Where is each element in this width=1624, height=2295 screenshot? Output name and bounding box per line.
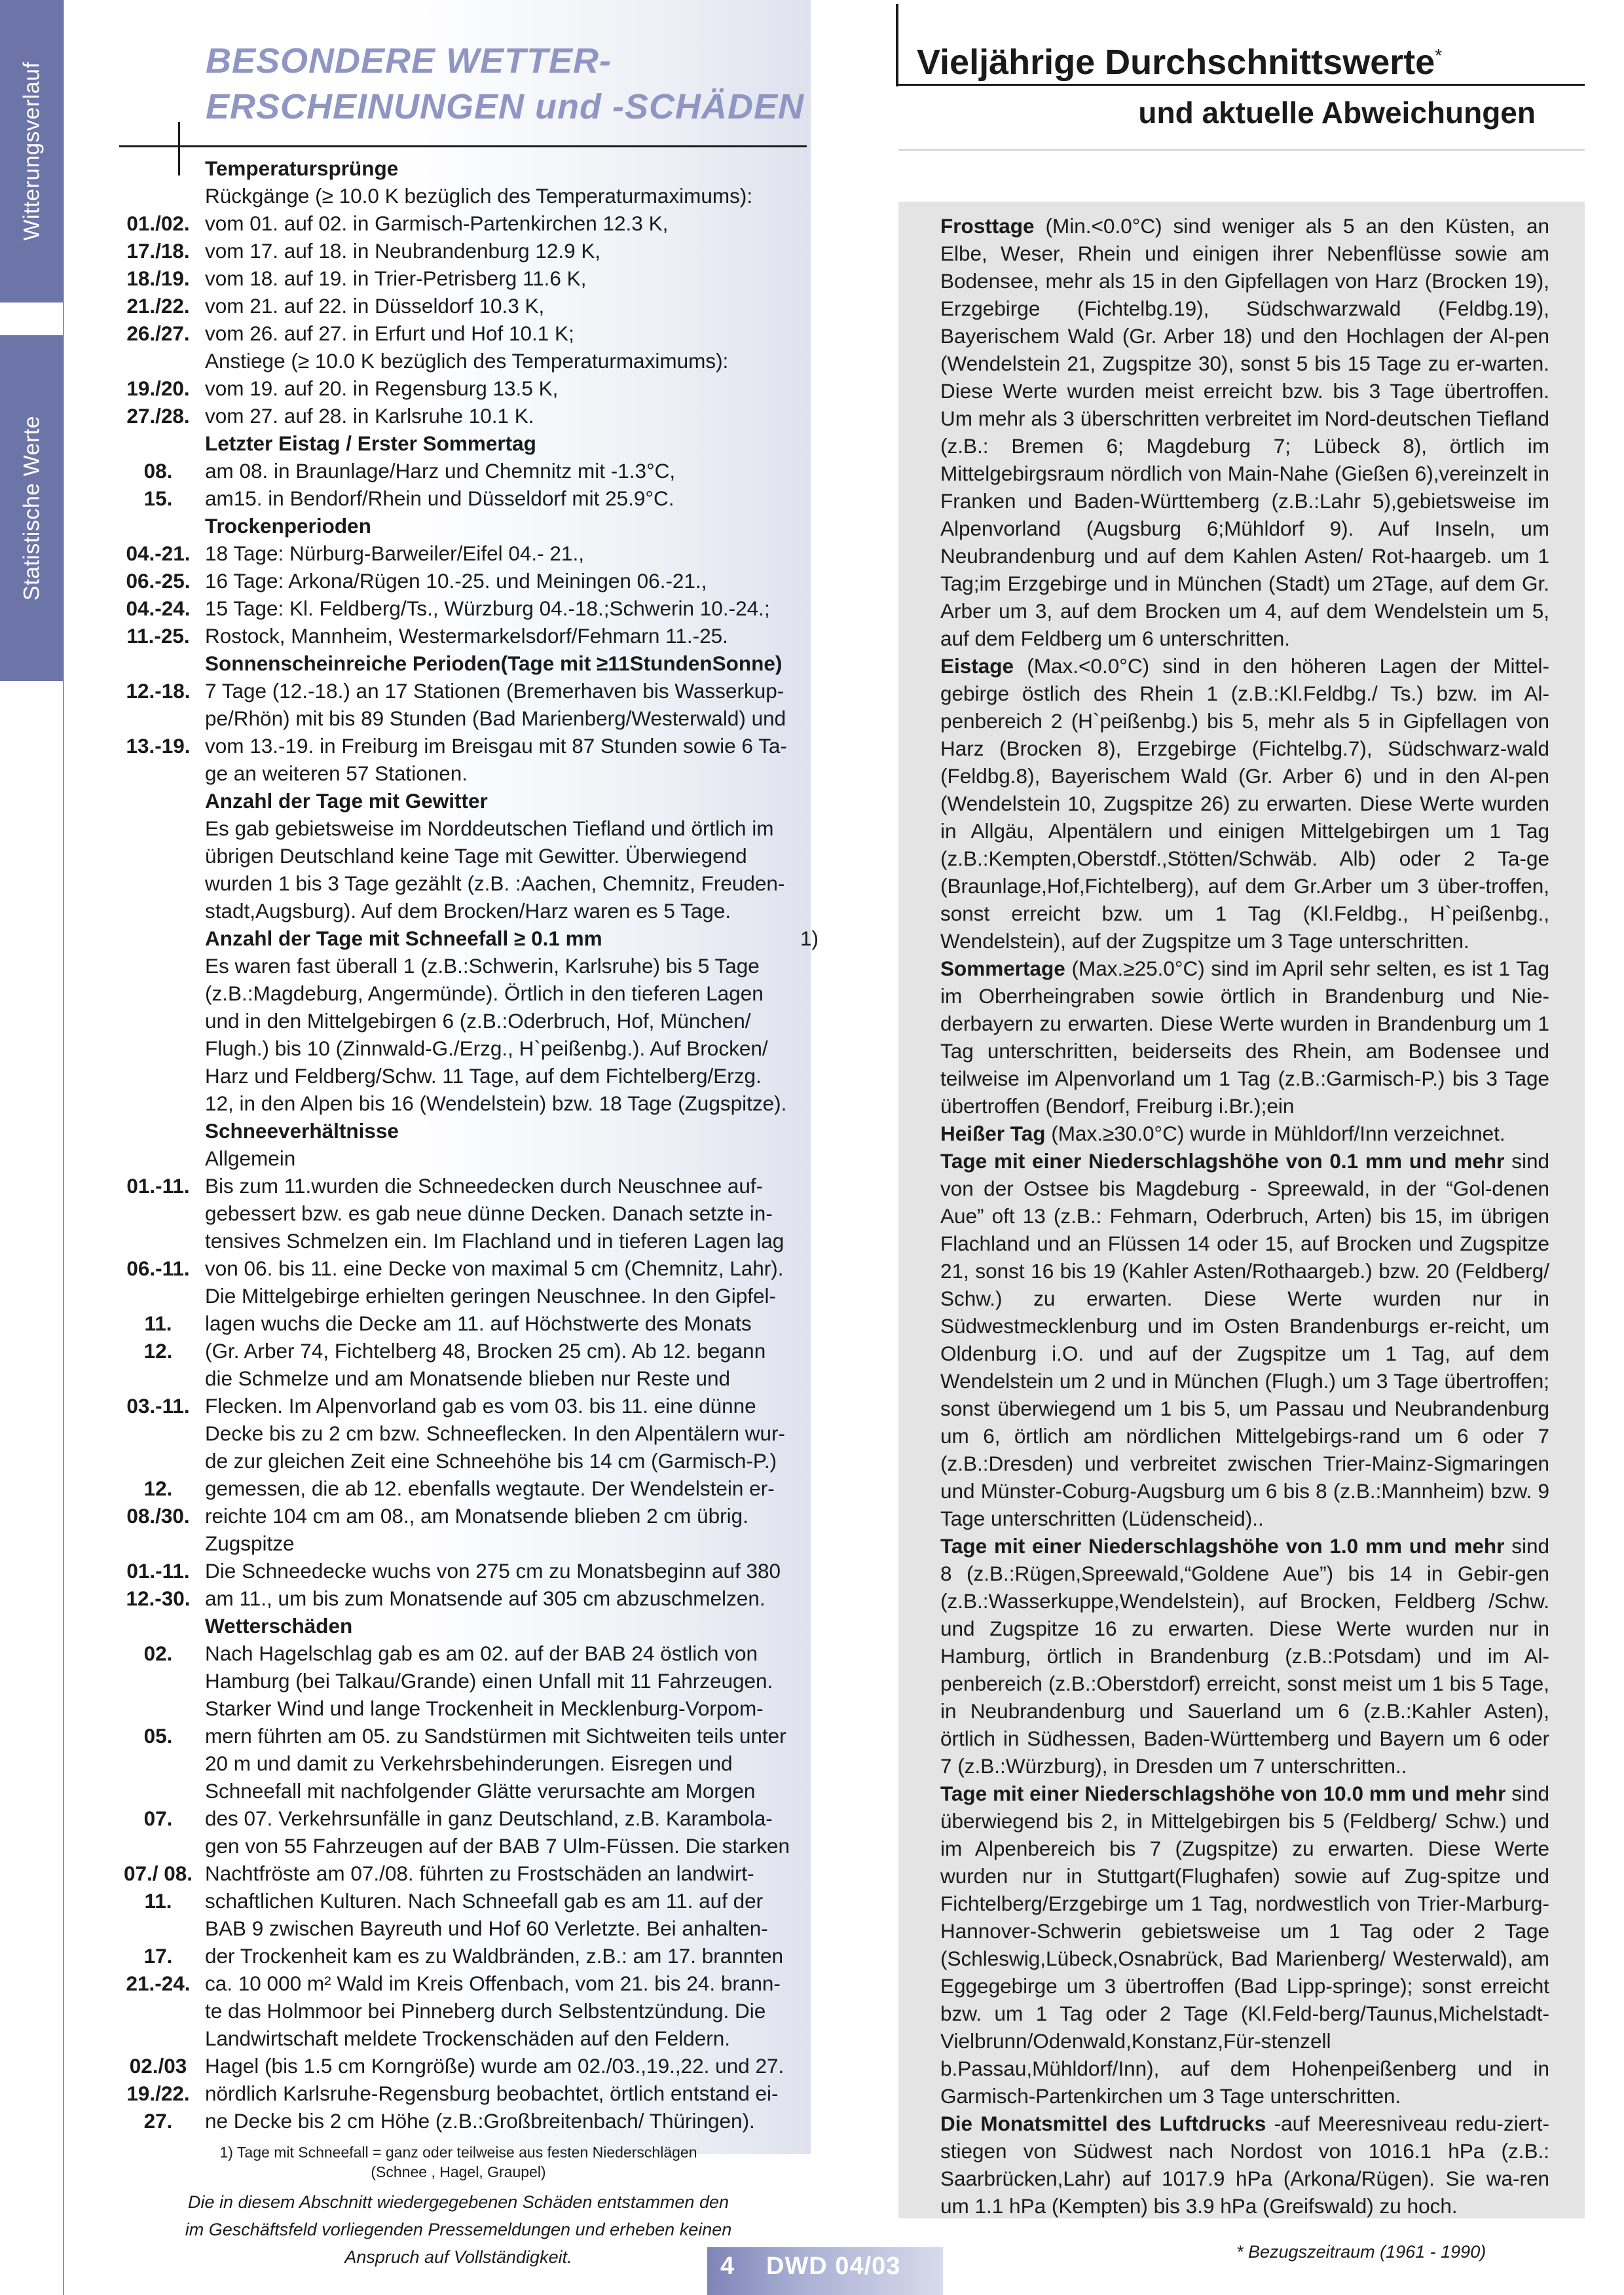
event-text: 20 m und damit zu Verkehrsbehinderungen. Eisregen und <box>205 1752 733 1775</box>
event-row <box>111 1942 819 1970</box>
source-note-line3: Anspruch auf Vollständigkeit. <box>344 2247 572 2267</box>
event-text: pe/Rhön) mit bis 89 Stunden (Bad Marienberg/Westerwald) und <box>205 707 786 730</box>
event-text: ge an weiteren 57 Stationen. <box>205 762 468 785</box>
event-text: lagen wuchs die Decke am 11. auf Höchstwerte des Monats <box>205 1312 752 1335</box>
event-text: Schneefall mit nachfolgender Glätte verursachte am Morgen <box>205 1779 756 1803</box>
event-date <box>111 1062 205 1090</box>
event-date: 05. <box>143 1724 173 1748</box>
average-paragraph <box>940 1532 1549 1780</box>
event-date: 12. <box>143 1339 173 1363</box>
footnote-line1: 1) Tage mit Schneefall = ganz oder teilweise aus festen Niederschlägen <box>219 2144 697 2161</box>
section-heading: Temperatursprünge <box>205 156 399 180</box>
event-text: 16 Tage: Arkona/Rügen 10.-25. und Meiningen 06.-21., <box>205 569 707 593</box>
event-date <box>111 1117 205 1145</box>
sidebar-tab-witterungsverlauf[interactable] <box>0 0 64 303</box>
event-text: ne Decke bis 2 cm Höhe (z.B.:Großbreitenbach/ Thüringen). <box>205 2109 755 2133</box>
paragraph-text: (Max.≥30.0°C) wurde in Mühldorf/Inn verzeichnet. <box>1045 1122 1505 1145</box>
event-date: 19./22. <box>126 2082 190 2105</box>
event-row <box>111 1695 819 1722</box>
average-paragraph <box>940 955 1549 1120</box>
event-text: vom 27. auf 28. in Karlsruhe 10.1 K. <box>205 404 534 428</box>
event-text: Hamburg (bei Talkau/Grande) einen Unfall mit 11 Fahrzeugen. <box>205 1669 773 1693</box>
event-row <box>111 760 819 787</box>
paragraph-text: -auf Meeresniveau redu-ziert- stiegen von Südwest nach Nordost von 1016.1 hPa (z.B.: Saarbrücken,Lahr) auf 1017.9 hPa (Arkona/Rügen). Sie wa-ren um 1.1 hPa (Kempten) bis 3.9 hPa (Greifswald) zu hoch. <box>940 2112 1549 2218</box>
event-date: 04.-21. <box>126 542 191 565</box>
paragraph-heading: Die Monatsmittel des Luftdrucks <box>940 2112 1266 2135</box>
right-title <box>917 34 1442 84</box>
event-date <box>111 1695 205 1722</box>
event-date: 12.-30. <box>126 1587 191 1610</box>
event-date <box>111 1007 205 1035</box>
event-row <box>111 1832 819 1860</box>
issue-label: DWD 04/03 <box>766 2252 901 2280</box>
event-date <box>111 1145 205 1172</box>
paragraph-heading: Heißer Tag <box>940 1122 1046 1145</box>
event-row <box>111 1365 819 1392</box>
event-row <box>111 1227 819 1255</box>
event-date: 17./18. <box>126 239 190 263</box>
event-row <box>111 1282 819 1310</box>
event-date <box>111 650 205 677</box>
event-text: gen von 55 Fahrzeugen auf der BAB 7 Ulm-Füssen. Die starken <box>205 1834 790 1858</box>
event-date <box>111 1090 205 1117</box>
section-title <box>206 38 804 130</box>
event-row <box>111 210 819 237</box>
source-note-line2: im Geschäftsfeld vorliegenden Pressemeldungen und erheben keinen <box>185 2220 732 2239</box>
event-text: Anstiege (≥ 10.0 K bezüglich des Temperaturmaximums): <box>205 349 729 373</box>
event-text: reichte 104 cm am 08., am Monatsende blieben 2 cm übrig. <box>205 1504 748 1528</box>
event-date <box>111 2025 205 2052</box>
event-row <box>111 595 819 622</box>
event-row <box>111 402 819 430</box>
event-row <box>111 1750 819 1777</box>
event-date: 18./19. <box>126 266 190 290</box>
paragraph-text: (Min.<0.0°C) sind weniger als 5 an den Küsten, an Elbe, Weser, Rhein und einigen ihrer Nebenflüsse sowie am Bodensee, mehr als 15 in den Gipfellagen von Harz (Brocken 19), Erzgebirge (Fichtelbg.19), Südschwarzwald (Feldbg.19), Bayerischem Wald (Gr. Arber 18) und den Hochlagen der Al-pen (Wendelstein 21, Zugspitze 30), sonst 5 bis 15 Tage zu er-warten. Diese Werte wurden meist erreicht bzw. bis 3 Tage übertroffen. Um mehr als 3 überschritten verbreitet im Nord-deutschen Tiefland (z.B.: Bremen 6; Magdeburg 7; Lübeck 8), örtlich im Mittelgebirgsraum nördlich von Main-Nahe (Gießen 6),vereinzelt in Franken und Baden-Württemberg (z.B.:Lahr 5),gebietsweise im Alpenvorland (Augsburg 6;Mühldorf 9). Auf Inseln, um Neubrandenburg und auf dem Kahlen Asten/ Rot-haargeb. um 1 Tag;im Erzgebirge und in München (Stadt) um 2Tage, auf dem Gr. Arber um 3, auf dem Brocken um 4, auf dem Wendelstein um 5, auf dem Feldberg um 6 unterschritten. <box>940 214 1549 650</box>
event-date <box>111 787 205 815</box>
event-row <box>111 265 819 292</box>
footnote-ref: 1) <box>800 927 819 950</box>
section-heading: Wetterschäden <box>205 1614 353 1638</box>
event-row <box>111 1007 819 1035</box>
event-text: stadt,Augsburg). Auf dem Brocken/Harz waren es 5 Tage. <box>205 899 731 923</box>
event-date <box>111 347 205 375</box>
event-row <box>111 1090 819 1117</box>
average-paragraph <box>940 1120 1549 1147</box>
page-number: 4 <box>720 2252 735 2280</box>
event-date <box>111 430 205 457</box>
event-date: 15. <box>143 487 173 510</box>
event-row <box>111 1997 819 2025</box>
right-title-mark: * <box>1435 45 1443 65</box>
event-date <box>111 1612 205 1640</box>
section-heading-row <box>111 1612 819 1640</box>
event-row <box>111 347 819 375</box>
event-row <box>111 1310 819 1337</box>
event-row <box>111 457 819 485</box>
event-date <box>111 1227 205 1255</box>
event-row <box>111 732 819 760</box>
event-text: Decke bis zu 2 cm bzw. Schneeflecken. In den Alpentälern wur- <box>205 1422 785 1445</box>
event-text: Es gab gebietsweise im Norddeutschen Tiefland und örtlich im <box>205 817 774 840</box>
event-text: vom 19. auf 20. in Regensburg 13.5 K, <box>205 376 559 400</box>
event-date <box>111 870 205 897</box>
event-row <box>111 1420 819 1447</box>
event-date: 11. <box>144 1889 172 1913</box>
event-date <box>111 842 205 870</box>
event-text: te das Holmmoor bei Pinneberg durch Selbstentzündung. Die <box>205 1999 766 2023</box>
event-date: 17. <box>143 1944 173 1968</box>
event-text: 18 Tage: Nürburg-Barweiler/Eifel 04.- 21., <box>205 542 584 565</box>
event-row <box>111 897 819 925</box>
source-note-line1: Die in diesem Abschnitt wiedergegebenen Schäden entstammen den <box>187 2192 729 2212</box>
event-text: ca. 10 000 m² Wald im Kreis Offenbach, vom 21. bis 24. brann- <box>205 1972 781 1995</box>
section-title-line2: ERSCHEINUNGEN und -SCHÄDEN <box>206 87 805 126</box>
event-row <box>111 1530 819 1557</box>
event-date <box>111 897 205 925</box>
event-row <box>111 1557 819 1585</box>
event-row <box>111 2107 819 2135</box>
event-date: 26./27. <box>126 321 190 345</box>
event-text: vom 13.-19. in Freiburg im Breisgau mit 87 Stunden sowie 6 Ta- <box>205 734 787 758</box>
event-text: am 11., um bis zum Monatsende auf 305 cm abzuschmelzen. <box>205 1587 766 1610</box>
sidebar-tab-label: Statistische Werte <box>19 415 44 601</box>
event-row <box>111 1667 819 1695</box>
event-row <box>111 1337 819 1365</box>
event-date: 08./30. <box>126 1504 190 1528</box>
event-row <box>111 1915 819 1942</box>
event-date: 07./ 08. <box>123 1862 193 1885</box>
section-heading-row <box>111 512 819 540</box>
event-text: Zugspitze <box>205 1532 295 1555</box>
event-date <box>111 1832 205 1860</box>
event-date: 11. <box>144 1312 172 1335</box>
average-paragraph <box>940 1147 1549 1532</box>
sidebar-tab-statistische-werte[interactable] <box>0 335 64 681</box>
section-heading-row <box>111 925 819 952</box>
event-row <box>111 540 819 567</box>
average-paragraph <box>940 652 1549 955</box>
event-row <box>111 292 819 320</box>
event-text: Rückgänge (≥ 10.0 K bezüglich des Temperaturmaximums): <box>205 184 753 208</box>
event-text: vom 18. auf 19. in Trier-Petrisberg 11.6 K, <box>205 266 587 290</box>
event-text: (Gr. Arber 74, Fichtelberg 48, Brocken 25 cm). Ab 12. begann <box>205 1339 766 1363</box>
event-date <box>111 925 205 952</box>
event-row <box>111 2025 819 2052</box>
event-date <box>111 980 205 1007</box>
event-date: 03.-11. <box>126 1394 190 1418</box>
event-date <box>111 1200 205 1227</box>
event-row <box>111 952 819 980</box>
section-heading-row <box>111 650 819 677</box>
event-date: 27. <box>143 2109 173 2133</box>
event-date: 21.-24. <box>126 1972 191 1995</box>
right-title-underline <box>896 84 1585 86</box>
section-heading: Anzahl der Tage mit Schneefall ≥ 0.1 mm <box>205 927 602 950</box>
event-date <box>111 705 205 732</box>
event-date: 01./02. <box>126 211 190 235</box>
event-row <box>111 1145 819 1172</box>
averages-text <box>940 212 1549 2220</box>
event-text: Flugh.) bis 10 (Zinnwald-G./Erzg., H`peißenbg.). Auf Brocken/ <box>205 1037 768 1060</box>
event-row <box>111 1172 819 1200</box>
event-text: Rostock, Mannheim, Westermarkelsdorf/Fehmarn 11.-25. <box>205 624 728 648</box>
paragraph-text: sind überwiegend bis 2, in Mittelgebirgen bis 5 (Feldberg/ Schw.) und im Alpenbereich bis 7 (Zugspitze) zu erwarten. Diese Werte wurden nur in Stuttgart(Flughafen) sowie auf Zug-spitze und Fichtelberg/Erzgebirge um 1 Tag, nordwestlich von Trier-Marburg-Hannover-Schwerin gebietsweise um 1 Tag oder 2 Tage (Schleswig,Lübeck,Osnabrück, Bad Marienberg/ Westerwald), am Eggegebirge um 3 übertroffen (Bad Lipp-springe); sonst erreicht bzw. um 1 Tag oder 2 Tage (Kl.Feld-berg/Taunus,Michelstadt-Vielbrunn/Odenwald,Konstanz,Für-stenzell b.Passau,Mühldorf/Inn), auf dem Hohenpeißenberg und in Garmisch-Partenkirchen um 3 Tage unterschritten. <box>940 1782 1549 2108</box>
event-date <box>111 182 205 210</box>
paragraph-text: sind von der Ostsee bis Magdeburg - Spreewald, in der “Gol-denen Aue” oft 13 (z.B.: Fehmarn, Oderbruch, Arten) bis 15, im übrigen Flachland und an Flüssen 14 oder 15, auf Brocken und Zugspitze 21, sonst 16 bis 19 (Kahler Asten/Rothaargeb.) bzw. 20 (Feldberg/ Schw.) zu erwarten. Diese Werte wurden nur in Südwestmecklenburg und im Osten Brandenburgs er-reicht, um Oldenburg i.O. und auf der Zugspitze um 1 Tag, auf dem Wendelstein um 2 und in München (Flugh.) um 3 Tage übertroffen; sonst überwiegend um 1 bis 5, um Passau und Neubrandenburg um 6, örtlich am nördlichen Mittelgebirgs-rand um 6 oder 7 (z.B.:Dresden) und verbreitet zwischen Trier-Mainz-Sigmaringen und Münster-Coburg-Augsburg um 6 bis 8 (z.B.:Mannheim) bzw. 9 Tage unterschritten (Lüdenscheid).. <box>940 1149 1549 1530</box>
event-text: nördlich Karlsruhe-Regensburg beobachtet, örtlich entstand ei- <box>205 2082 779 2105</box>
event-row <box>111 1447 819 1475</box>
event-row <box>111 2052 819 2080</box>
weather-events-list <box>111 155 819 2135</box>
section-title-line1: BESONDERE WETTER- <box>206 41 612 81</box>
event-text: schaftlichen Kulturen. Nach Schneefall gab es am 11. auf der <box>205 1889 764 1913</box>
event-date: 13.-19. <box>126 734 191 758</box>
footnote <box>131 2142 786 2182</box>
subtitle-rule <box>898 149 1585 151</box>
event-row <box>111 485 819 512</box>
event-text: de zur gleichen Zeit eine Schneehöhe bis 14 cm (Garmisch-P.) <box>205 1449 777 1473</box>
event-text: der Trockenheit kam es zu Waldbränden, z.B.: am 17. brannten <box>205 1944 784 1968</box>
event-date: 11.-25. <box>126 624 190 648</box>
event-row <box>111 1777 819 1805</box>
event-date: 12.-18. <box>126 679 191 703</box>
paragraph-heading: Tage mit einer Niederschlagshöhe von 1.0 mm und mehr <box>940 1534 1505 1558</box>
event-row <box>111 182 819 210</box>
section-heading-row <box>111 155 819 182</box>
event-date <box>111 760 205 787</box>
event-date: 01.-11. <box>126 1559 190 1583</box>
event-text: am15. in Bendorf/Rhein und Düsseldorf mit 25.9°C. <box>205 487 674 510</box>
source-note <box>131 2188 786 2271</box>
sidebar-tab-label: Witterungsverlauf <box>19 62 44 241</box>
event-date: 02./03 <box>129 2054 187 2078</box>
event-date: 04.-24. <box>126 597 191 620</box>
paragraph-heading: Eistage <box>940 654 1014 678</box>
event-row <box>111 1970 819 1997</box>
average-paragraph <box>940 2110 1549 2220</box>
event-text: 12, in den Alpen bis 16 (Wendelstein) bzw. 18 Tage (Zugspitze). <box>205 1092 787 1115</box>
right-title-bar <box>896 4 898 86</box>
event-row <box>111 1200 819 1227</box>
event-text: Es waren fast überall 1 (z.B.:Schwerin, Karlsruhe) bis 5 Tage <box>205 954 760 978</box>
event-date <box>111 1997 205 2025</box>
event-row <box>111 1860 819 1887</box>
event-text: Nachtfröste am 07./08. führten zu Frostschäden an landwirt- <box>205 1862 754 1885</box>
event-date: 02. <box>143 1642 173 1665</box>
section-heading: Trockenperioden <box>205 514 371 538</box>
event-row <box>111 1475 819 1502</box>
event-text: Bis zum 11.wurden die Schneedecken durch Neuschnee auf- <box>205 1174 764 1198</box>
event-text: 7 Tage (12.-18.) an 17 Stationen (Bremerhaven bis Wasserkup- <box>205 679 784 703</box>
event-text: tensives Schmelzen ein. Im Flachland und in tieferen Lagen lag <box>205 1229 784 1253</box>
event-date <box>111 1282 205 1310</box>
event-text: vom 17. auf 18. in Neubrandenburg 12.9 K, <box>205 239 601 263</box>
event-row <box>111 1255 819 1282</box>
event-text: mern führten am 05. zu Sandstürmen mit Sichtweiten teils unter <box>205 1724 786 1748</box>
event-date: 08. <box>143 459 173 483</box>
paragraph-text: sind 8 (z.B.:Rügen,Spreewald,“Goldene Aue”) bis 14 in Gebir-gen (z.B.:Wasserkuppe,Wendelstein), auf Brocken, Feldberg /Schw. und Zugspitze 16 zu erwarten. Diese Werte wurden nur in Hamburg, örtlich in Brandenburg (z.B.:Potsdam) und im Al-penbereich (z.B.:Oberstdorf) erreicht, sonst meist um 1 bis 5 Tage, in Neubrandenburg und Sauerland um 6 (z.B.:Kahler Asten), örtlich in Südhessen, Baden-Württemberg und Bayern um 6 oder 7 (z.B.:Würzburg), in Dresden um 7 unterschritten.. <box>940 1534 1549 1778</box>
event-row <box>111 1722 819 1750</box>
event-text: Nach Hagelschlag gab es am 02. auf der BAB 24 östlich von <box>205 1642 758 1665</box>
event-text: die Schmelze und am Monatsende blieben nur Reste und <box>205 1367 731 1390</box>
event-row <box>111 980 819 1007</box>
event-row <box>111 677 819 705</box>
event-row <box>111 1640 819 1667</box>
event-text: 15 Tage: Kl. Feldberg/Ts., Würzburg 04.-18.;Schwerin 10.-24.; <box>205 597 770 620</box>
paragraph-text: (Max.<0.0°C) sind in den höheren Lagen der Mittel-gebirge östlich des Rhein 1 (z.B.:Kl.Feldbg./ Ts.) bzw. im Al-penbereich 2 (H`peißenbg.) bis 5, mehr als 5 in Gipfellagen von Harz (Brocken 8), Erzgebirge (Fichtelbg.7), Südschwarz-wald (Feldbg.8), Bayerischem Wald (Gr. Arber 6) und in den Al-pen (Wendelstein 10, Zugspitze 26) zu erwarten. Diese Werte wurden in Allgäu, Alpentälern und einigen Mittelgebirgen um 1 Tag (z.B.:Kempten,Oberstdf.,Stötten/Schwäb. Alb) oder 2 Ta-ge (Braunlage,Hof,Fichtelberg), auf dem Gr.Arber um 3 über-troffen, sonst erreicht bzw. um 1 Tag (Kl.Feldbg., H`peißenbg., Wendelstein), auf der Zugspitze um 3 Tage unterschritten. <box>940 654 1549 953</box>
event-date: 21./22. <box>126 294 190 318</box>
event-date <box>111 512 205 540</box>
event-text: übrigen Deutschland keine Tage mit Gewitter. Überwiegend <box>205 844 747 868</box>
event-text: Starker Wind und lange Trockenheit in Mecklenburg-Vorpom- <box>205 1697 764 1720</box>
paragraph-heading: Frosttage <box>940 214 1035 238</box>
event-row <box>111 320 819 347</box>
section-heading-row <box>111 430 819 457</box>
event-text: vom 01. auf 02. in Garmisch-Partenkirchen 12.3 K, <box>205 211 669 235</box>
event-text: Die Schneedecke wuchs von 275 cm zu Monatsbeginn auf 380 <box>205 1559 781 1583</box>
event-text: am 08. in Braunlage/Harz und Chemnitz mit -1.3°C, <box>205 459 676 483</box>
event-text: vom 21. auf 22. in Düsseldorf 10.3 K, <box>205 294 545 318</box>
event-row <box>111 842 819 870</box>
event-text: Hagel (bis 1.5 cm Korngröße) wurde am 02./03.,19.,22. und 27. <box>205 2054 784 2078</box>
event-date <box>111 952 205 980</box>
event-row <box>111 815 819 842</box>
section-heading: Letzter Eistag / Erster Sommertag <box>205 431 536 455</box>
event-row <box>111 2080 819 2107</box>
paragraph-text: (Max.≥25.0°C) sind im April sehr selten, es ist 1 Tag im Oberrheingraben sowie örtlich in Brandenburg und Nie-derbayern zu erwarten. Diese Werte wurden in Brandenburg um 1 Tag unterschritten, beiderseits des Rhein, am Bodensee und teilweise im Alpenvorland um 1 Tag (z.B.:Garmisch-P.) bis 3 Tage übertroffen (Bendorf, Freiburg i.Br.);ein <box>940 957 1549 1118</box>
event-date: 07. <box>143 1807 173 1830</box>
event-date: 06.-25. <box>126 569 191 593</box>
section-heading-row <box>111 787 819 815</box>
event-date <box>111 1447 205 1475</box>
event-date <box>111 1035 205 1062</box>
event-date: 12. <box>143 1477 173 1500</box>
section-heading: Anzahl der Tage mit Gewitter <box>205 789 488 813</box>
event-row <box>111 375 819 402</box>
event-row <box>111 705 819 732</box>
event-text: des 07. Verkehrsunfälle in ganz Deutschland, z.B. Karambola- <box>205 1807 773 1830</box>
event-text: vom 26. auf 27. in Erfurt und Hof 10.1 K; <box>205 321 574 345</box>
event-row <box>111 622 819 650</box>
event-text: gebessert bzw. es gab neue dünne Decken. Danach setzte in- <box>205 1202 773 1225</box>
event-row <box>111 567 819 595</box>
event-date <box>111 815 205 842</box>
event-date <box>111 1420 205 1447</box>
paragraph-heading: Sommertage <box>940 957 1065 980</box>
event-row <box>111 1062 819 1090</box>
reference-period: * Bezugszeitraum (1961 - 1990) <box>1236 2242 1486 2262</box>
event-row <box>111 1805 819 1832</box>
event-text: und in den Mittelgebirgen 6 (z.B.:Oderbruch, Hof, München/ <box>205 1009 751 1033</box>
right-subtitle: und aktuelle Abweichungen <box>1138 96 1536 130</box>
right-title-text: Vieljährige Durchschnittswerte <box>917 43 1435 82</box>
event-row <box>111 237 819 265</box>
event-text: Landwirtschaft meldete Trockenschäden auf den Feldern. <box>205 2027 730 2050</box>
title-underline <box>119 145 807 147</box>
event-date <box>111 1777 205 1805</box>
event-date <box>111 1667 205 1695</box>
average-paragraph <box>940 212 1549 652</box>
average-paragraph <box>940 1780 1549 2110</box>
section-heading: Schneeverhältnisse <box>205 1119 399 1143</box>
event-text: Harz und Feldberg/Schw. 11 Tage, auf dem Fichtelberg/Erzg. <box>205 1064 762 1088</box>
event-row <box>111 1585 819 1612</box>
event-text: (z.B.:Magdeburg, Angermünde). Örtlich in den tieferen Lagen <box>205 982 764 1005</box>
event-row <box>111 870 819 897</box>
event-text: gemessen, die ab 12. ebenfalls wegtaute. Der Wendelstein er- <box>205 1477 775 1500</box>
event-date: 06.-11. <box>126 1257 190 1280</box>
event-text: von 06. bis 11. eine Decke von maximal 5 cm (Chemnitz, Lahr). <box>205 1257 784 1280</box>
event-text: Allgemein <box>205 1147 296 1170</box>
event-date <box>111 1750 205 1777</box>
event-row <box>111 1502 819 1530</box>
event-date: 19./20. <box>126 376 190 400</box>
section-heading: Sonnenscheinreiche Perioden(Tage mit ≥11StundenSonne) <box>205 652 783 675</box>
event-date <box>111 1915 205 1942</box>
event-date: 27./28. <box>126 404 190 428</box>
paragraph-heading: Tage mit einer Niederschlagshöhe von 10.0 mm und mehr <box>940 1782 1506 1805</box>
paragraph-heading: Tage mit einer Niederschlagshöhe von 0.1 mm und mehr <box>940 1149 1505 1173</box>
event-text: wurden 1 bis 3 Tage gezählt (z.B. :Aachen, Chemnitz, Freuden- <box>205 872 785 895</box>
footnote-line2: (Schnee , Hagel, Graupel) <box>371 2163 546 2180</box>
event-row <box>111 1392 819 1420</box>
event-date <box>111 1365 205 1392</box>
event-date <box>111 155 205 182</box>
event-date: 01.-11. <box>126 1174 190 1198</box>
event-row <box>111 1887 819 1915</box>
event-date <box>111 1530 205 1557</box>
event-row <box>111 1035 819 1062</box>
event-text: BAB 9 zwischen Bayreuth und Hof 60 Verletzte. Bei anhalten- <box>205 1917 768 1940</box>
event-text: Flecken. Im Alpenvorland gab es vom 03. bis 11. eine dünne <box>205 1394 756 1418</box>
section-heading-row <box>111 1117 819 1145</box>
event-text: Die Mittelgebirge erhielten geringen Neuschnee. In den Gipfel- <box>205 1284 777 1308</box>
